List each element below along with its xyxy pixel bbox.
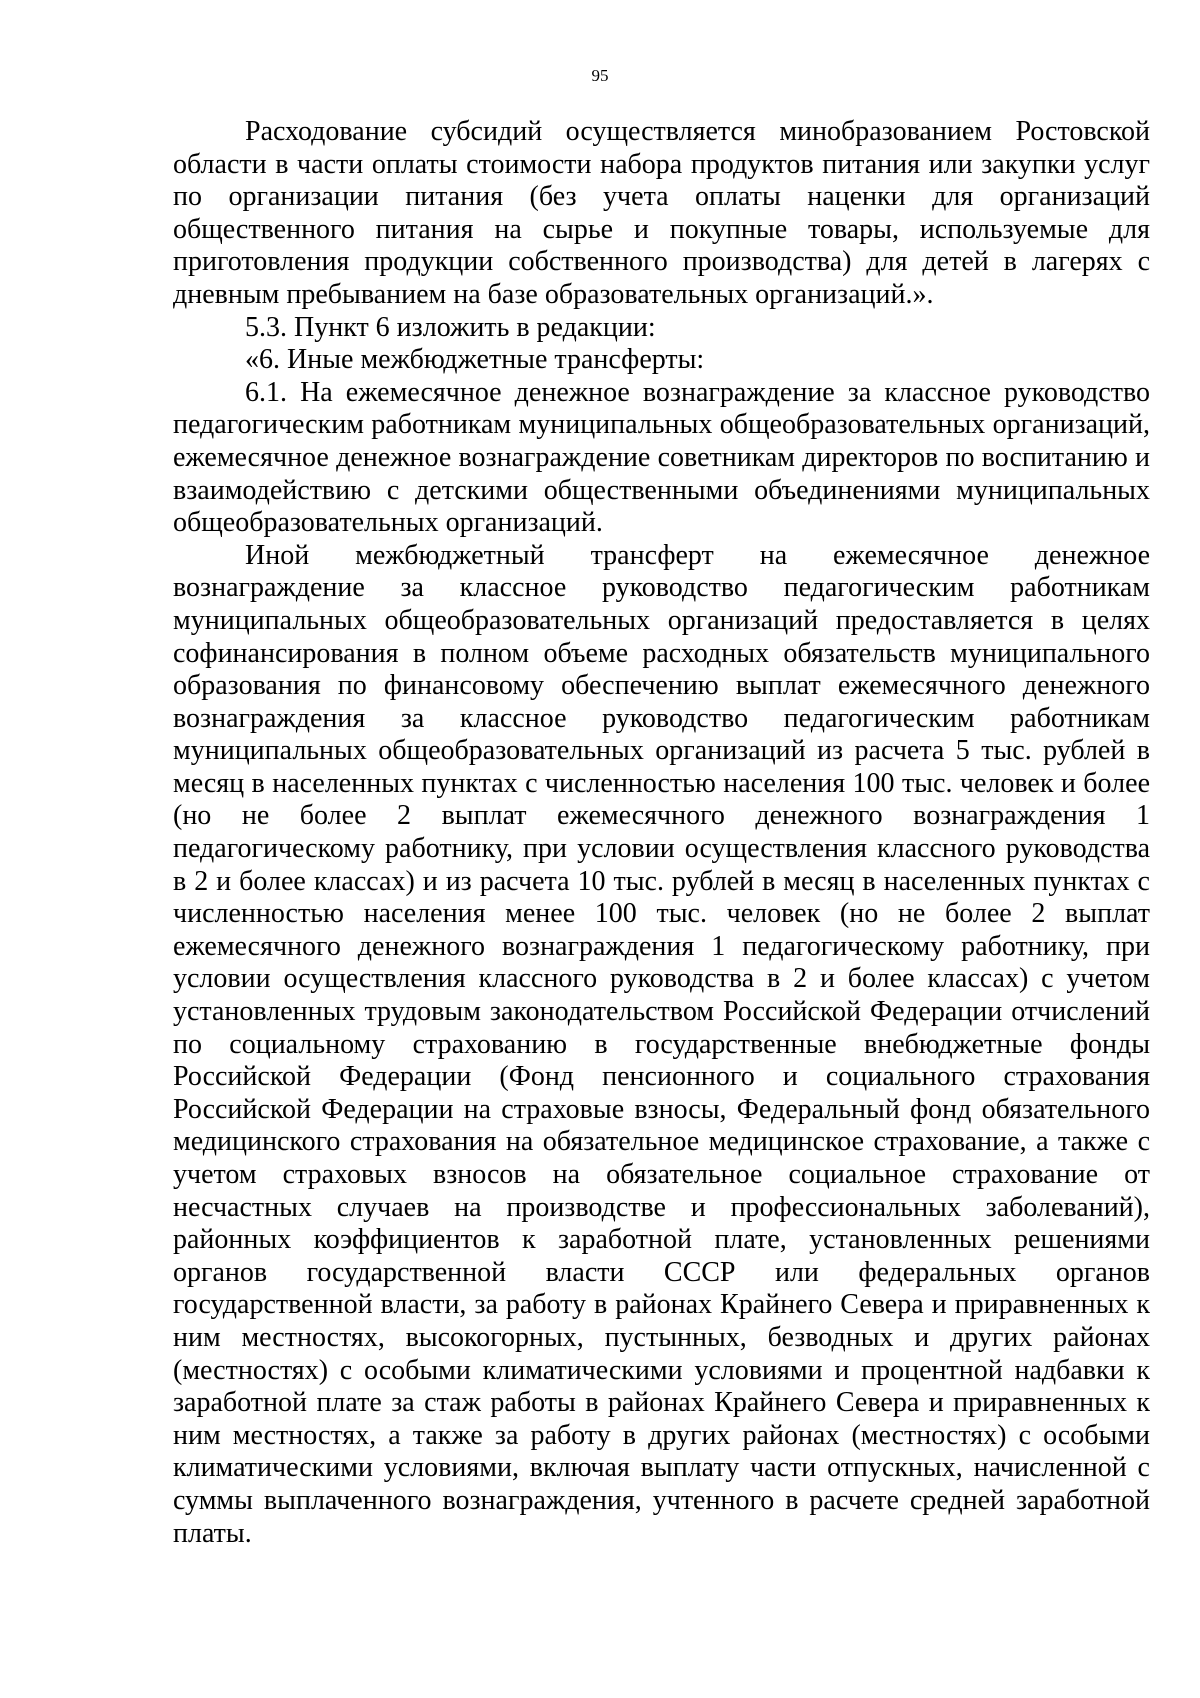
paragraph-section-6-heading: «6. Иные межбюджетные трансферты: xyxy=(245,344,705,376)
paragraph-transfer-details: Иной межбюджетный трансферт на ежемесячное денежное вознаграждение за классное руководство педагогическим работникам муниципальных общеобразовательных организаций предоставляется в целях софинансирования в полном объеме расходных обязательств муниципального образования по финансовому обеспечению выплат ежемесячного денежного вознаграждения за классное руководство педагогическим работникам муниципальных общеобразовательных организаций из расчета 5 тыс. рублей в месяц в населенных пунктах с численностью населения 100 тыс. человек и более (но не более 2 выплат ежемесячного денежного вознаграждения 1 педагогическому работнику, при условии осуществления классного руководства в 2 и более классах) и из расчета 10 тыс. рублей в месяц в населенных пунктах с численностью населения менее 100 тыс. человек (но не более 2 выплат ежемесячного денежного вознаграждения 1 педагогическому работнику, при условии осуществления классного руководства в 2 и более классах) с учетом установленных трудовым законодательством Российской Федерации отчислений по социальному страхованию в государственные внебюджетные фонды Российской Федерации (Фонд пенсионного и социального страхования Российской Федерации на страховые взносы, Федеральный фонд обязательного медицинского страхования на обязательное медицинское страхование, а также с учетом страховых взносов на обязательное социальное страхование от несчастных случаев на производстве и профессиональных заболеваний), районных коэффициентов к заработной плате, установленных решениями органов государственной власти СССР или федеральных органов государственной власти, за работу в районах Крайнего Севера и приравненных к ним местностях, высокогорных, пустынных, безводных и других районах (местностях) с особыми климатическими условиями и процентной надбавки к заработной плате за стаж работы в районах Крайнего Севера и приравненных к ним местностях, а также за работу в других районах (местностях) с особыми климатическими условиями, включая выплату части отпускных, начисленной с суммы выплаченного вознаграждения, учтенного в расчете средней заработной платы. xyxy=(173,539,1150,1549)
paragraph-item-5-3: 5.3. Пункт 6 изложить в редакции: xyxy=(245,311,656,343)
page-number: 95 xyxy=(591,66,609,85)
document-body xyxy=(173,116,1150,1550)
paragraph-item-6-1: 6.1. На ежемесячное денежное вознаграждение за классное руководство педагогическим работникам муниципальных общеобразовательных организаций, ежемесячное денежное вознаграждение советникам директоров по воспитанию и взаимодействию с детскими общественными объединениями муниципальных общеобразовательных организаций. xyxy=(173,376,1150,539)
paragraph-subsidy-spending: Расходование субсидий осуществляется минобразованием Ростовской области в части оплаты стоимости набора продуктов питания или закупки услуг по организации питания (без учета оплаты наценки для организаций общественного питания на сырье и покупные товары, используемые для приготовления продукции собственного производства) для детей в лагерях с дневным пребыванием на базе образовательных организаций.». xyxy=(173,116,1150,310)
